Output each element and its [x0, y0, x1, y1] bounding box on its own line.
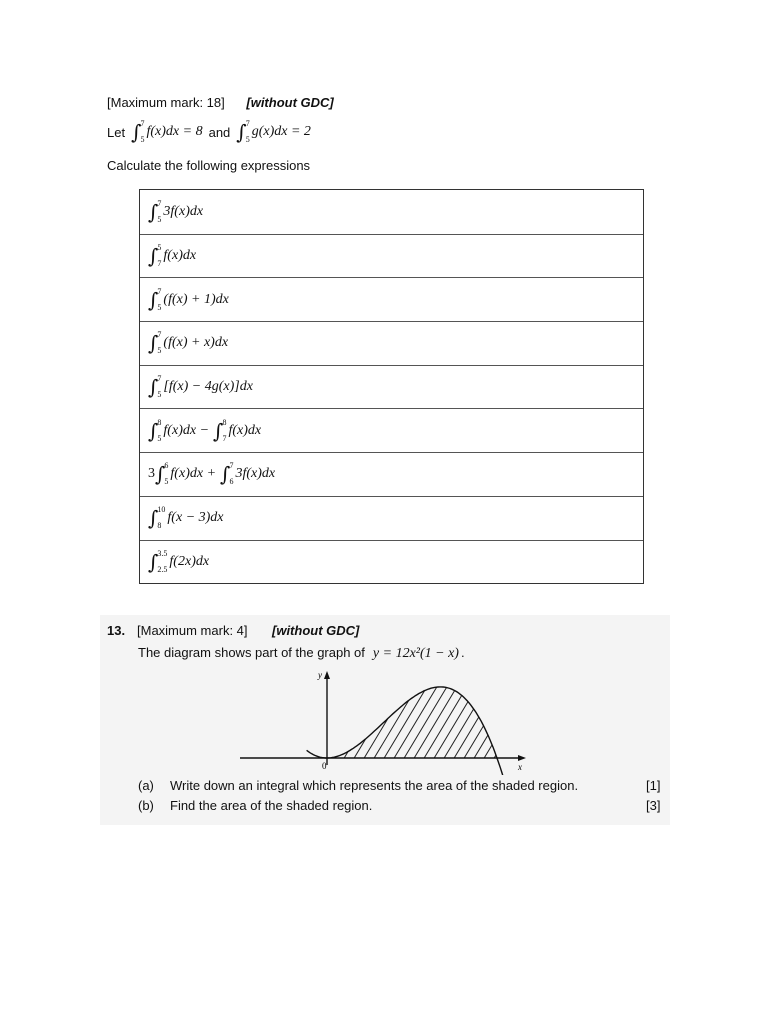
expression-row [140, 190, 643, 234]
expression-row [140, 277, 643, 321]
integral: ∫ 5 7 f(x)dx [148, 243, 197, 269]
q12-header [107, 95, 334, 110]
hatch-line [460, 665, 520, 765]
hatch-line [250, 665, 310, 765]
integral-second: ∫ 8 7 f(x)dx [213, 417, 262, 443]
y-axis-arrow-icon [324, 671, 330, 679]
hatch-line [240, 665, 300, 765]
integral: ∫ 3.5 2.5 f(2x)dx [148, 548, 210, 574]
hatch-line [370, 665, 430, 765]
hatch-line [260, 665, 320, 765]
hatch-line [360, 665, 420, 765]
hatch-line [270, 665, 330, 765]
coefficient: 3 [148, 466, 155, 482]
expression-row [140, 496, 643, 540]
hatch-line [350, 665, 410, 765]
integral: ∫ 7 5 3f(x)dx [148, 198, 204, 224]
expression-row [140, 408, 643, 452]
hatch-line [440, 665, 500, 765]
integral: ∫ 10 8 f(x − 3)dx [148, 505, 224, 531]
hatch-line [530, 665, 540, 765]
q13-header [107, 623, 360, 638]
y-axis-label: y [318, 670, 322, 680]
given-g-integral: ∫ 7 5 g(x)dx = 2 [236, 119, 311, 144]
expression-row [140, 321, 643, 365]
q13-parts [138, 778, 668, 818]
hatch-line [420, 665, 480, 765]
hatch-line [430, 665, 490, 765]
hatch-line [230, 665, 290, 765]
cubic-graph [230, 665, 540, 775]
integral: ∫ 7 5 (f(x) + 1)dx [148, 286, 229, 312]
and-word: and [208, 124, 231, 140]
hatch-line [290, 665, 350, 765]
hatch-line [490, 665, 540, 765]
origin-label: 0 [322, 761, 327, 771]
hatch-line [280, 665, 340, 765]
part-a: (a) Write down an integral which represents the area of the shaded region. [1] [138, 778, 661, 793]
hatch-line [510, 665, 540, 765]
part-b: (b) Find the area of the shaded region. [3] [138, 798, 661, 813]
expression-row [140, 452, 643, 496]
given-f-integral: ∫ 7 5 f(x)dx = 8 [131, 119, 203, 144]
hatch-line [400, 665, 460, 765]
hatch-line [480, 665, 540, 765]
hatch-line [330, 665, 390, 765]
q13-equation: y = 12x²(1 − x) [372, 646, 459, 661]
integral: ∫ 7 5 [f(x) − 4g(x)]dx [148, 374, 253, 400]
hatch-line [450, 665, 510, 765]
integral: ∫ 7 5 (f(x) + x)dx [148, 330, 229, 356]
expression-row [140, 234, 643, 278]
let-word: Let [107, 124, 126, 140]
hatch-line [500, 665, 540, 765]
q12-given [107, 120, 311, 144]
integral-second: ∫ 7 6 3f(x)dx [220, 461, 276, 487]
q13-max-mark: [Maximum mark: 4] [137, 623, 248, 638]
expressions-table [139, 189, 644, 584]
q12-instruction: Calculate the following expressions [107, 158, 311, 173]
hatch-line [470, 665, 530, 765]
hatch-line [520, 665, 540, 765]
q13-number: 13. [107, 623, 126, 638]
x-axis-label: x [518, 762, 522, 772]
q12-max-mark: [Maximum mark: 18] [107, 95, 225, 110]
x-axis-arrow-icon [518, 755, 526, 761]
expression-row [140, 540, 643, 584]
hatch-line [230, 665, 280, 765]
q13-gdc-note: [without GDC] [272, 623, 360, 638]
hatch-line [380, 665, 440, 765]
hatch-line [410, 665, 470, 765]
q13-intro-text: The diagram shows part of the graph of [138, 645, 365, 660]
hatch-line [310, 665, 370, 765]
expression-row [140, 365, 643, 409]
q12-gdc-note: [without GDC] [246, 95, 334, 110]
hatch-line [390, 665, 450, 765]
integral: ∫ 8 5 f(x)dx − [148, 417, 210, 443]
q13-intro: The diagram shows part of the graph of y = 12x²(1 − x) . [138, 645, 465, 661]
integral: ∫ 6 5 f(x)dx + [155, 461, 217, 487]
hatch-line [230, 665, 270, 765]
